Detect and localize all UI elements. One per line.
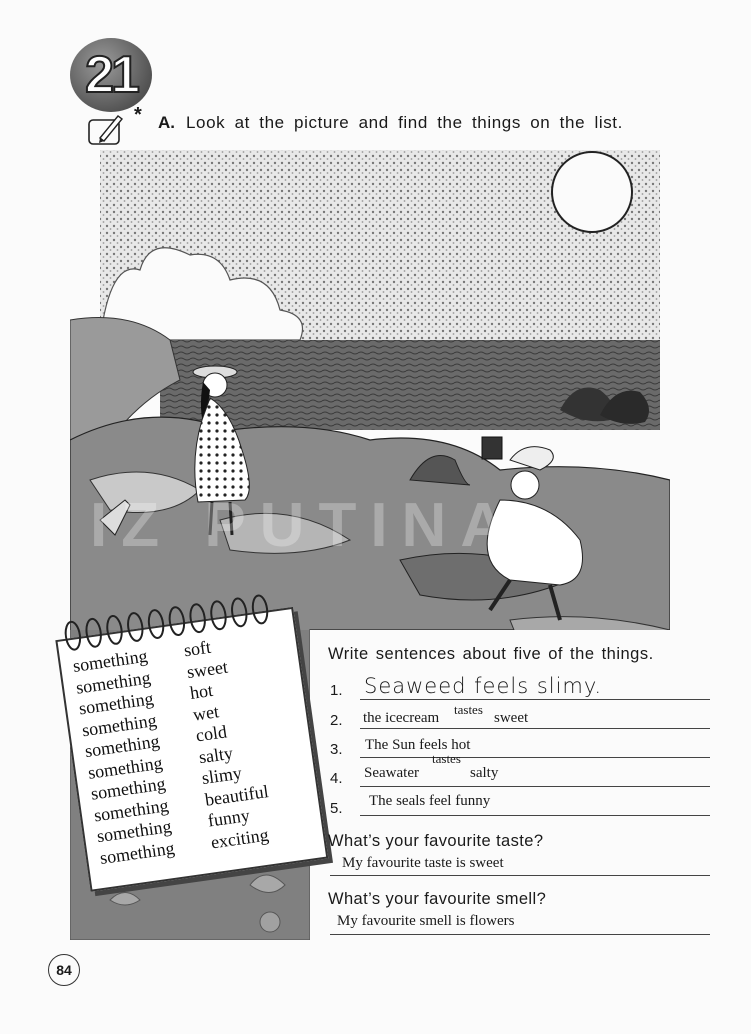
page-number: 84 [48, 954, 80, 986]
sentence-number: 1. [330, 682, 343, 699]
unit-badge [70, 38, 152, 112]
list-item: something sweet [74, 656, 229, 698]
exercise-letter: A. [158, 113, 175, 132]
list-item: something wet [80, 700, 221, 740]
answer-line [360, 757, 710, 758]
answer-text[interactable]: Seaweed feels slimy. [364, 674, 602, 698]
answer-line [360, 815, 710, 816]
watermark: IZ PUTINA [90, 491, 520, 560]
answer-insert[interactable]: tastes [454, 702, 483, 717]
answer-line [360, 699, 710, 700]
list-item: something exciting [98, 824, 270, 868]
answer-text[interactable]: The seals feel funny [369, 793, 491, 809]
answer-insert[interactable]: tastes [432, 751, 461, 766]
answer-text[interactable]: The Sun feels hot [365, 737, 471, 753]
list-item: something funny [95, 804, 251, 847]
word-list-notepad [52, 584, 333, 888]
answer-text-part[interactable]: sweet [494, 710, 529, 726]
question-smell: What’s your favourite smell? [328, 890, 547, 908]
answer-taste[interactable]: My favourite taste is sweet [342, 855, 504, 871]
answer-line [330, 875, 710, 876]
exercise-instruction: Look at the picture and find the things on the list. [186, 113, 623, 132]
list-item: something salty [86, 742, 235, 783]
sun [552, 152, 632, 232]
answer-line [360, 786, 710, 787]
answer-text-part[interactable]: the icecream [363, 710, 440, 726]
sentence-number: 3. [330, 741, 343, 758]
sentence-number: 2. [330, 712, 343, 729]
list-item: something slimy [89, 762, 243, 804]
answer-smell[interactable]: My favourite smell is flowers [337, 913, 515, 929]
answer-line [360, 728, 710, 729]
star-marker: * [134, 104, 142, 126]
answer-text-part[interactable]: Seawater [364, 765, 419, 781]
answer-text-part[interactable]: salty [470, 765, 499, 781]
list-item: something cold [83, 721, 229, 762]
list-item: something soft [71, 636, 213, 676]
sentence-number: 5. [330, 800, 343, 817]
unit-number: 21 [85, 46, 137, 104]
list-item: something beautiful [92, 780, 270, 825]
sentence-number: 4. [330, 770, 343, 787]
list-item: something hot [77, 679, 215, 719]
question-taste: What’s your favourite taste? [328, 832, 544, 850]
writing-heading: Write sentences about five of the things. [328, 645, 654, 663]
answer-line [330, 934, 710, 935]
bucket [482, 437, 502, 459]
word-list [72, 632, 276, 869]
